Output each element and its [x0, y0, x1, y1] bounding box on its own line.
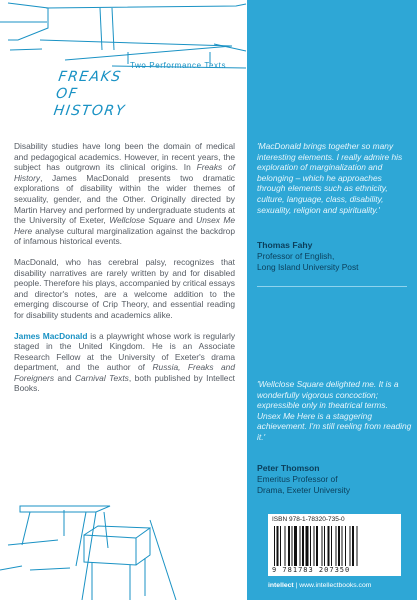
review-quote-1: 'MacDonald brings together so many interesting elements. I really admire his exploration of marginalization and belonging – which he approaches through elements such as ethnicity, culture, language, class, disability, sexuality, religion and spirituality.': [257, 141, 403, 215]
author-name: James MacDonald: [14, 330, 88, 341]
blurb: [14, 141, 235, 404]
barcode-bar: [357, 526, 358, 566]
reviewer-name-1: Thomas Fahy: [257, 240, 313, 250]
barcode-bar: [342, 526, 343, 566]
title-line-3: HISTORY: [52, 103, 127, 119]
publisher-url[interactable]: www.intellectbooks.com: [299, 582, 372, 589]
barcode-bar: [338, 526, 340, 566]
barcode-bar: [328, 526, 330, 566]
blurb-paragraph-2: MacDonald, who has cerebral palsy, recognizes that disability narratives are rarely written by and for disabled people. Therefore his plays, accompanied by critical essays and director's notes, are a welcome addition to the emerging discourse of Crip Theory, and essential reading for disability students and academics alike.: [14, 256, 235, 320]
barcode-bar: [310, 526, 311, 566]
reviewer-role-1: Professor of English, Long Island University Post: [257, 251, 359, 272]
barcode-bar: [345, 526, 346, 566]
barcode-bar: [306, 526, 309, 566]
barcode-graphic: [274, 526, 395, 566]
barcode-box: [268, 514, 401, 576]
barcode-bar: [322, 526, 323, 566]
book-subtitle: Two Performance Texts: [130, 61, 227, 70]
barcode-bar: [324, 526, 325, 566]
reviewer-role-2: Emeritus Professor of Drama, Exeter University: [257, 474, 351, 495]
publisher-footer: intellect | www.intellectbooks.com: [268, 582, 372, 589]
barcode-bar: [352, 526, 354, 566]
barcode-bar: [316, 526, 318, 566]
title-line-1: FREAKS: [57, 69, 123, 85]
divider: [257, 286, 407, 287]
barcode-bar: [277, 526, 279, 566]
isbn-text: ISBN 978-1-78320-735-0: [272, 516, 345, 523]
barcode-bar: [294, 526, 297, 566]
reviewer-name-2: Peter Thomson: [257, 463, 320, 473]
barcode-bar: [300, 526, 301, 566]
barcode-bar: [336, 526, 337, 566]
barcode-bar: [274, 526, 275, 566]
title-line-2: OF: [54, 86, 80, 102]
review-quote-2: 'Wellclose Square delighted me. It is a wonderfully vigorous concoction; expressible only in theatrical terms. Unsex Me Here is a staggering achievement. I'm still reeling from reading it.': [257, 379, 412, 442]
barcode-bar: [302, 526, 304, 566]
barcode-bar: [292, 526, 293, 566]
barcode-bar: [280, 526, 281, 566]
blurb-paragraph-1: Disability studies have long been the domain of medical and pedagogical academics. However, in recent years, the subject has outgrown its clinical origins. In Freaks of History, James MacDonald presents two dramatic explorations of disability within the wider themes of sexuality, gender, and the Other. Originally directed by Martin Harvey and performed by undergraduate students at the University of Exeter, Wellclose Square and Unsex Me Here analyse cultural marginalization against the backdrop of infamous historical events.: [14, 141, 235, 247]
barcode-bar: [285, 526, 286, 566]
book-title: [52, 69, 131, 120]
barcode-bar: [331, 526, 332, 566]
right-panel: [247, 0, 417, 600]
barcode-number: 9 781783 207350: [272, 566, 351, 574]
author-bio: James MacDonald is a playwright whose work is regularly staged in the United Kingdom. He is an Associate Research Fellow at the University of Exeter's drama department, and the author of Russia, Freaks and Foreigners and Carnival Texts, both published by Intellect Books.: [14, 330, 236, 394]
barcode-bar: [350, 526, 351, 566]
barcode-bar: [288, 526, 290, 566]
barcode-bar: [314, 526, 315, 566]
